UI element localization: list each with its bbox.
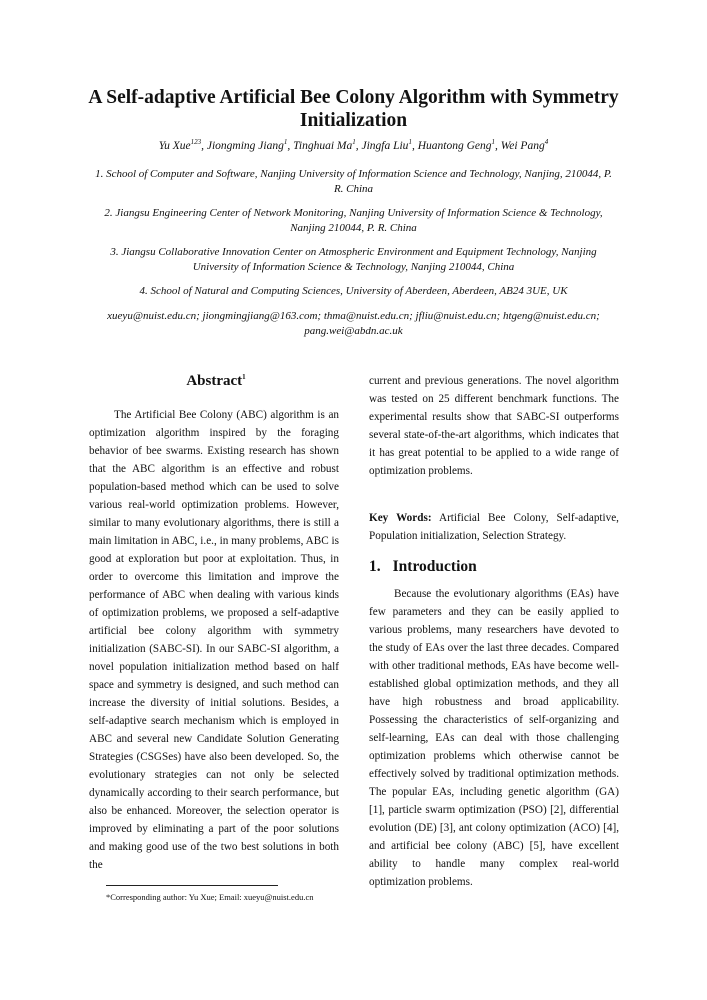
affiliation-1: 1. School of Computer and Software, Nanjing University of Information Science and Technology, Nanjing, 210044, P. R. China: [95, 168, 612, 195]
abstract-paragraph-continued: current and previous generations. The novel algorithm was tested on 25 different benchmark functions. The experimental results show that SABC-SI outperforms several state-of-the-art algorithms, which indicates that it has great potential to be applied to a wide range of optimization problems.: [369, 375, 619, 477]
abstract-heading-text: Abstract: [186, 373, 243, 389]
abstract-paragraph: The Artificial Bee Colony (ABC) algorithm is an optimization algorithm inspired by the foraging behavior of bee swarms. Existing research has shown that the ABC algorithm is an effective and robust population-based method which can be used to solve various real-world optimization problems. However, similar to many evolutionary algorithms, there is still a main limitation in ABC, i.e., in many problems, ABC is good at exploration but poor at exploitation. Thus, in order to overcome this limitation and improve the performance of ABC when dealing with various kinds of optimization problems, we proposed a self-adaptive artificial bee colony algorithm with symmetry initialization (SABC-SI). In our SABC-SI algorithm, a novel population initialization method based on half space and symmetry is designed, and such method can increase the diversity of initial solutions. Besides, a self-adaptive search mechanism which is employed in ABC and several new Candidate Solution Generating Strategies (CSGSes) have also been developed. So, the evolutionary strategies can not only be selected dynamically according to their search performance, but also be enhanced. Moreover, the selection operator is improved by eliminating a part of the poor solutions and making good use of the two best solutions in both the: [89, 409, 339, 871]
author-name: Huantong Geng: [417, 140, 492, 152]
abstract-body-right: [369, 372, 619, 480]
affiliation-2: 2. Jiangsu Engineering Center of Network Monitoring, Nanjing University of Information Science & Technology, Nanjing 210044, P. R. China: [104, 207, 603, 234]
author-list: Yu Xue$^{123}$, Jiongming Jiang$^1$, Tinghuai Ma$^1$, Jingfa Liu$^1$, Huantong Geng$^1$, Wei Pang$^4$: [158, 138, 549, 152]
author-emails: xueyu@nuist.edu.cn; jiongmingjiang@163.com; thma@nuist.edu.cn; jfliu@nuist.edu.cn; htgeng@nuist.edu.cn; pang.wei@abdn.ac.uk: [107, 310, 600, 337]
footnote: *Corresponding author: Yu Xue; Email: xueyu@nuist.edu.cn: [106, 892, 314, 902]
abstract-heading: [96, 373, 336, 390]
paper-title: A Self-adaptive Artificial Bee Colony Algorithm with Symmetry Initialization: [88, 87, 619, 131]
author-affil-mark: 1: [352, 138, 356, 147]
author-affil-mark: 1: [283, 138, 288, 147]
author-affil-mark: 1: [408, 138, 412, 147]
affiliation-4: 4. School of Natural and Computing Sciences, University of Aberdeen, Aberdeen, AB24 3UE, UK: [139, 285, 568, 297]
affiliation-3: 3. Jiangsu Collaborative Innovation Center on Atmospheric Environment and Equipment Technology, Nanjing University of Information Science & Technology, Nanjing 210044, China: [110, 246, 597, 273]
author-affil-mark: 1: [491, 138, 495, 147]
author-affil-mark: 4: [544, 138, 549, 147]
author-name: Jingfa Liu: [361, 140, 409, 152]
author-name: Tinghuai Ma: [293, 140, 353, 152]
keywords: [369, 509, 619, 545]
abstract-body-left: [89, 406, 339, 874]
footnote-divider: [106, 885, 278, 886]
author-name: Wei Pang: [500, 140, 545, 152]
introduction-paragraph: Because the evolutionary algorithms (EAs) have few parameters and they can be easily applied to various problems, many researchers have devoted to the study of EAs over the last three decades. Compared with other traditional methods, EAs have become well-established global optimization methods, and they all have high robustness and broad applicability. Possessing the characteristics of self-organizing and self-learning, EAs can deal with those challenging optimization problems which otherwise cannot be effectively solved by traditional optimization methods. The popular EAs, including genetic algorithm (GA) [1], particle swarm optimization (PSO) [2], differential evolution (DE) [3], ant colony optimization (ACO) [4], and artificial bee colony (ABC) [5], have excellent ability to handle many complex real-world optimization problems.: [369, 588, 619, 888]
author-name: Yu Xue: [158, 140, 191, 152]
author-name: Jiongming Jiang: [206, 140, 284, 152]
section-heading-introduction: [369, 558, 477, 576]
abstract-footnote-mark: 1: [242, 373, 246, 381]
keywords-label: Key Words:: [369, 512, 432, 524]
keywords-text: Artificial Bee Colony, Self-adaptive, Population initialization, Selection Strategy.: [369, 512, 619, 542]
introduction-body: [369, 585, 619, 891]
section-number: 1.: [369, 558, 381, 575]
author-affil-mark: 123: [190, 138, 202, 147]
section-title: Introduction: [392, 558, 477, 575]
